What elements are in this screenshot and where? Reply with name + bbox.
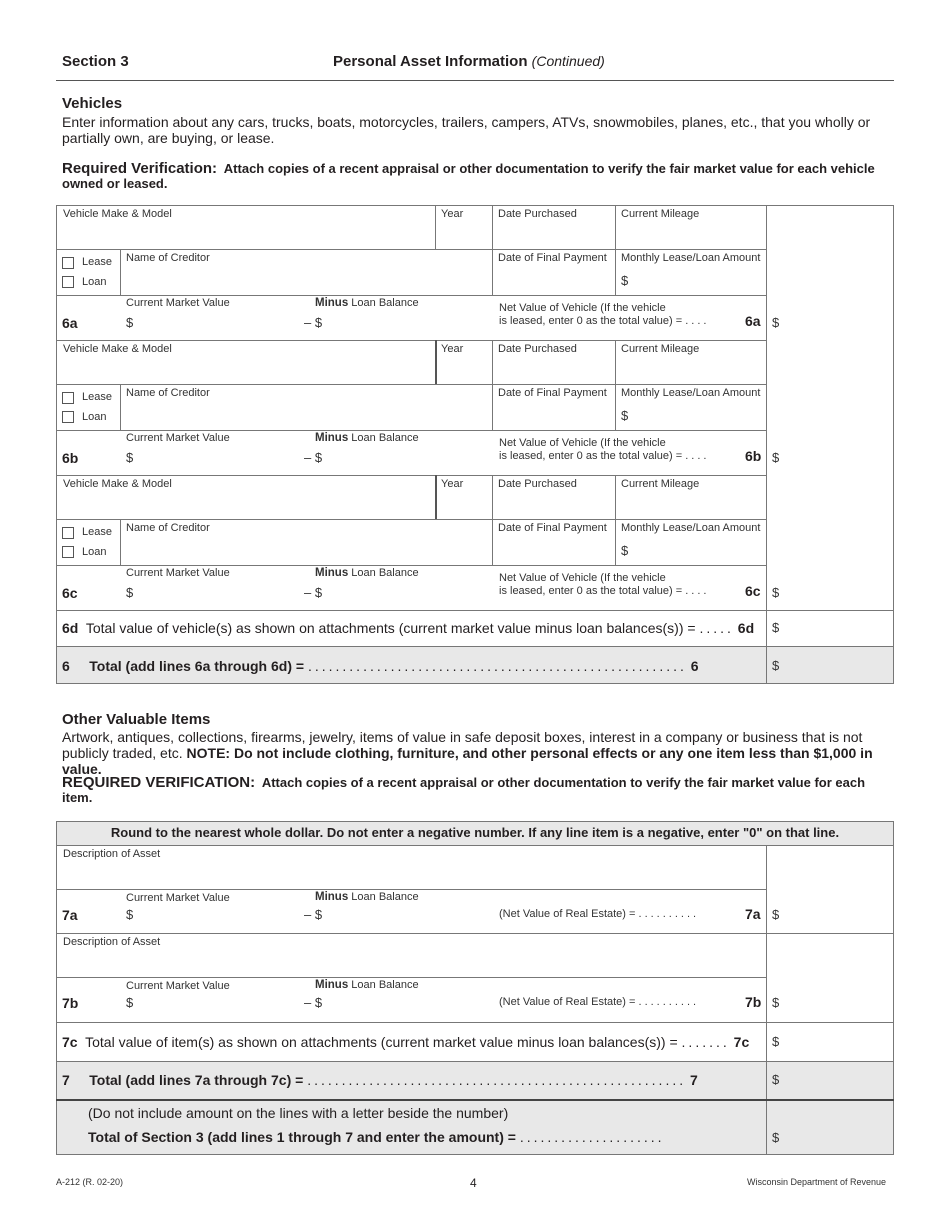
vehicles-description: Enter information about any cars, trucks, boats, motorcycles, trailers, campers, ATVs, snowmobiles, planes, etc., that you wholly or partially own, are buying, or lease. (62, 114, 871, 146)
net-value-line-number: 7a (745, 906, 761, 922)
loan-checkbox[interactable] (62, 546, 74, 558)
page-number: 4 (470, 1176, 477, 1190)
line-number: 6a (62, 315, 78, 331)
section-total-note: (Do not include amount on the lines with a letter beside the number) (88, 1105, 509, 1121)
form-number: A-212 (R. 02-20) (56, 1177, 124, 1187)
lease-label: Lease (82, 526, 112, 538)
loan-balance-label: Minus Loan Balance (315, 979, 419, 991)
net-value-amount[interactable]: $ (772, 907, 780, 922)
lease-label: Lease (82, 391, 112, 403)
loan-balance-input[interactable]: – $ (304, 315, 323, 330)
vehicle-make-model-field[interactable]: Vehicle Make & Model (63, 478, 172, 490)
net-value-amount[interactable]: $ (772, 995, 780, 1010)
date-purchased-field[interactable]: Date Purchased (498, 478, 577, 490)
line-number: 6b (62, 450, 79, 466)
monthly-amount-field[interactable]: Monthly Lease/Loan Amount (621, 387, 761, 399)
net-value-label-2: is leased, enter 0 as the total value) = .... (499, 585, 710, 597)
current-market-value-label: Current Market Value (126, 980, 230, 992)
line-6-amount[interactable]: $ (772, 658, 780, 673)
other-items-description: Artwork, antiques, collections, firearms, jewelry, items of value in safe deposit boxes, interest in a company or business that is not publicly traded, etc. NOTE: Do not include clothing, furniture, and other personal effects or any one item less than $1,000 in value. (62, 729, 873, 777)
net-value-line-number: 6a (745, 313, 761, 329)
name-of-creditor-field[interactable]: Name of Creditor (126, 387, 210, 399)
loan-balance-input[interactable]: – $ (304, 907, 323, 922)
loan-balance-input[interactable]: – $ (304, 995, 323, 1010)
net-value-label: (Net Value of Real Estate) = .......... (499, 996, 700, 1008)
page-title: Personal Asset Information (Continued) (333, 53, 605, 70)
net-value-label: Net Value of Vehicle (If the vehicle (499, 437, 666, 449)
date-final-payment-field[interactable]: Date of Final Payment (498, 252, 607, 264)
title-suffix: (Continued) (531, 53, 605, 69)
current-market-value-input[interactable]: $ (126, 450, 134, 465)
loan-checkbox[interactable] (62, 411, 74, 423)
section-label: Section 3 (62, 53, 129, 70)
loan-balance-input[interactable]: – $ (304, 450, 323, 465)
current-market-value-label: Current Market Value (126, 297, 230, 309)
lease-checkbox[interactable] (62, 392, 74, 404)
current-market-value-label: Current Market Value (126, 892, 230, 904)
loan-balance-label: Minus Loan Balance (315, 432, 419, 444)
line-6: 6 Total (add lines 6a through 6d) = ....................................................... 6 (62, 658, 699, 674)
current-market-value-label: Current Market Value (126, 432, 230, 444)
other-items-heading: Other Valuable Items (62, 711, 211, 728)
line-7-amount[interactable]: $ (772, 1072, 780, 1087)
current-market-value-input[interactable]: $ (126, 315, 134, 330)
lease-label: Lease (82, 256, 112, 268)
net-value-amount[interactable]: $ (772, 315, 780, 330)
current-mileage-field[interactable]: Current Mileage (621, 343, 700, 355)
date-purchased-field[interactable]: Date Purchased (498, 343, 577, 355)
current-market-value-input[interactable]: $ (126, 585, 134, 600)
net-value-line-number: 6c (745, 583, 761, 599)
net-value-label: Net Value of Vehicle (If the vehicle (499, 572, 666, 584)
date-final-payment-field[interactable]: Date of Final Payment (498, 387, 607, 399)
vehicles-heading: Vehicles (62, 95, 123, 112)
current-market-value-label: Current Market Value (126, 567, 230, 579)
vehicle-make-model-field[interactable]: Vehicle Make & Model (63, 208, 172, 220)
net-value-label: Net Value of Vehicle (If the vehicle (499, 302, 666, 314)
description-of-asset-field[interactable]: Description of Asset (63, 936, 161, 948)
monthly-amount-dollar: $ (621, 408, 629, 423)
section-total-label: Total of Section 3 (add lines 1 through 7 and enter the amount) = ..................... (88, 1129, 665, 1145)
loan-balance-label: Minus Loan Balance (315, 567, 419, 579)
monthly-amount-field[interactable]: Monthly Lease/Loan Amount (621, 252, 761, 264)
agency-name: Wisconsin Department of Revenue (747, 1177, 887, 1187)
name-of-creditor-field[interactable]: Name of Creditor (126, 252, 210, 264)
loan-label: Loan (82, 411, 107, 423)
description-of-asset-field[interactable]: Description of Asset (63, 848, 161, 860)
line-number: 7b (62, 995, 79, 1011)
vehicles-table (56, 205, 894, 684)
vehicle-year-field[interactable]: Year (441, 478, 464, 490)
net-value-label-2: is leased, enter 0 as the total value) = .... (499, 450, 710, 462)
vehicle-year-field[interactable]: Year (441, 343, 464, 355)
table-instruction: Round to the nearest whole dollar. Do not enter a negative number. If any line item is a negative, enter "0" on that line. (110, 825, 840, 840)
monthly-amount-field[interactable]: Monthly Lease/Loan Amount (621, 522, 761, 534)
line-7c-amount[interactable]: $ (772, 1034, 780, 1049)
net-value-label: (Net Value of Real Estate) = .......... (499, 908, 700, 920)
line-number: 7a (62, 907, 78, 923)
line-7c: 7c Total value of item(s) as shown on attachments (current market value minus loan balances(s)) = ....... 7c (62, 1034, 750, 1050)
current-market-value-input[interactable]: $ (126, 995, 134, 1010)
line-6d: 6d Total value of vehicle(s) as shown on attachments (current market value minus loan balances(s)) = ..... 6d (62, 620, 755, 636)
net-value-amount[interactable]: $ (772, 585, 780, 600)
line-7: 7 Total (add lines 7a through 7c) = ....................................................... 7 (62, 1072, 698, 1088)
net-value-label-2: is leased, enter 0 as the total value) = .... (499, 315, 710, 327)
header-divider (56, 80, 894, 81)
net-value-amount[interactable]: $ (772, 450, 780, 465)
monthly-amount-dollar: $ (621, 273, 629, 288)
loan-balance-label: Minus Loan Balance (315, 891, 419, 903)
vehicles-verification: Required Verification: Attach copies of a recent appraisal or other documentation to verify the fair market value for each vehicle owned or leased. (62, 160, 875, 191)
date-purchased-field[interactable]: Date Purchased (498, 208, 577, 220)
monthly-amount-dollar: $ (621, 543, 629, 558)
lease-checkbox[interactable] (62, 527, 74, 539)
loan-balance-input[interactable]: – $ (304, 585, 323, 600)
loan-label: Loan (82, 546, 107, 558)
current-market-value-input[interactable]: $ (126, 907, 134, 922)
line-number: 6c (62, 585, 78, 601)
net-value-line-number: 6b (745, 448, 762, 464)
line-6d-amount[interactable]: $ (772, 620, 780, 635)
vehicle-make-model-field[interactable]: Vehicle Make & Model (63, 343, 172, 355)
other-items-verification: REQUIRED VERIFICATION: Attach copies of a recent appraisal or other documentation to verify the fair market value for each item. (62, 774, 866, 805)
section-total-amount[interactable]: $ (772, 1130, 780, 1145)
date-final-payment-field[interactable]: Date of Final Payment (498, 522, 607, 534)
loan-checkbox[interactable] (62, 276, 74, 288)
name-of-creditor-field[interactable]: Name of Creditor (126, 522, 210, 534)
loan-balance-label: Minus Loan Balance (315, 297, 419, 309)
current-mileage-field[interactable]: Current Mileage (621, 208, 700, 220)
net-value-line-number: 7b (745, 994, 762, 1010)
vehicle-year-field[interactable]: Year (441, 208, 464, 220)
lease-checkbox[interactable] (62, 257, 74, 269)
current-mileage-field[interactable]: Current Mileage (621, 478, 700, 490)
loan-label: Loan (82, 276, 107, 288)
